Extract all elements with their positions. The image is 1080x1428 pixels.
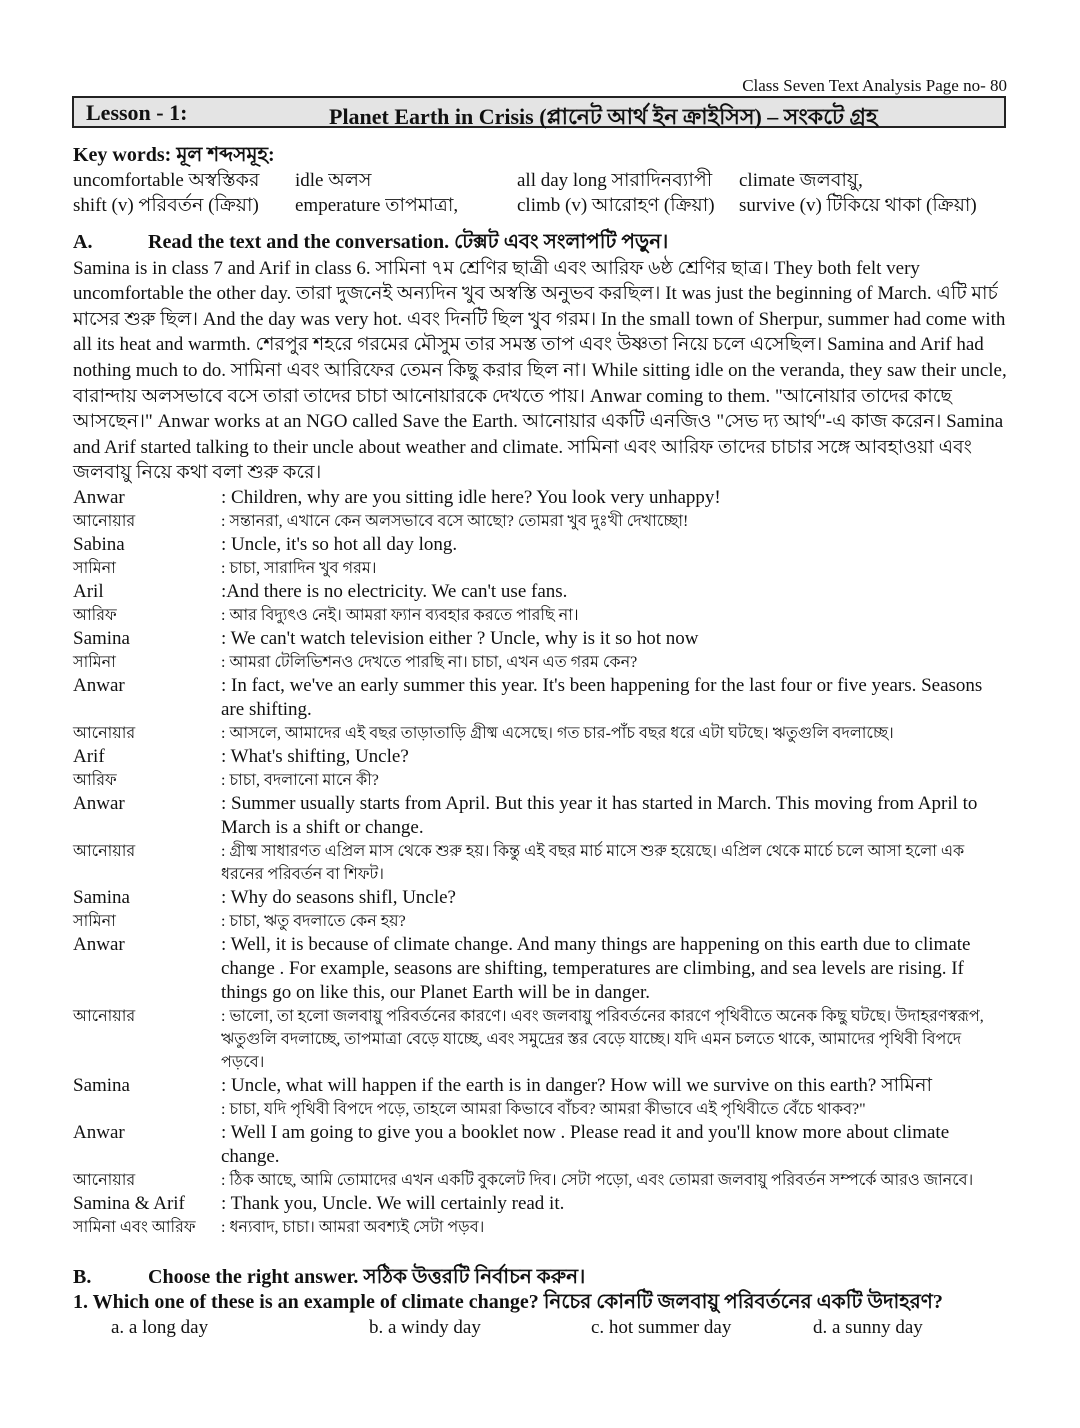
speaker: Samina <box>73 887 130 908</box>
dialogue-line <box>73 1169 1008 1192</box>
utterance: :And there is no electricity. We can't use fans. <box>221 581 568 602</box>
key-words <box>73 143 1013 218</box>
key-word: shift (v) পরিবর্তন (ক্রিয়া) <box>73 195 259 216</box>
dialogue-line <box>73 510 1008 533</box>
key-word: all day long সারাদিনব্যাপী <box>517 170 713 191</box>
key-words-grid <box>73 168 1013 218</box>
utterance: : সন্তানরা, এখানে কেন অলসভাবে বসে আছো? তোমরা খুব দুঃখী দেখাচ্ছো! <box>221 513 689 530</box>
key-word: idle অলস <box>295 170 372 191</box>
key-word: climate জলবায়ু, <box>739 170 863 191</box>
dialogue-line <box>73 1216 1008 1239</box>
dialogue-line <box>73 1005 1008 1074</box>
dialogue-line <box>73 769 1008 792</box>
speaker: Anwar <box>73 1122 125 1143</box>
lesson-title-bar <box>72 96 1006 128</box>
section-label: A. <box>73 231 93 253</box>
key-word: survive (v) টিকিয়ে থাকা (ক্রিয়া) <box>739 195 977 216</box>
conversation <box>73 486 1008 1239</box>
speaker: আরিফ <box>73 607 117 624</box>
speaker: Aril <box>73 581 104 602</box>
key-word: emperature তাপমাত্রা, <box>295 195 459 216</box>
utterance: : আর বিদ্যুৎও নেই। আমরা ফ্যান ব্যবহার করতে পারছি না। <box>221 607 579 624</box>
section-b-heading <box>73 1265 1008 1290</box>
speaker: সামিনা <box>73 654 116 671</box>
speaker: Anwar <box>73 487 125 508</box>
answer-options <box>73 1315 1008 1340</box>
dialogue-line <box>73 722 1008 745</box>
speaker: Samina & Arif <box>73 1193 185 1214</box>
dialogue-line <box>73 792 1008 840</box>
section-a <box>73 230 1008 486</box>
utterance: : Children, why are you sitting idle here? You look very unhappy! <box>221 487 721 508</box>
dialogue-line <box>73 933 1008 1005</box>
section-label: B. <box>73 1266 92 1288</box>
utterance: : Summer usually starts from April. But this year it has started in March. This moving from April to March is a shift or change. <box>221 793 978 838</box>
key-word: climb (v) আরোহণ (ক্রিয়া) <box>517 195 715 216</box>
answer-option[interactable]: b. a windy day <box>369 1317 481 1338</box>
dialogue-line <box>73 840 1008 886</box>
utterance: : Well I am going to give you a booklet now . Please read it and you'll know more about climate change. <box>221 1122 950 1167</box>
dialogue-line <box>73 674 1008 722</box>
utterance: : We can't watch television either ? Uncle, why is it so hot now <box>221 628 699 649</box>
story-paragraph: Samina is in class 7 and Arif in class 6. সামিনা ৭ম শ্রেণির ছাত্রী এবং আরিফ ৬ষ্ঠ শ্রেণির ছাত্র। They both felt very uncomfortable the other day. তারা দুজনেই অন্যদিন খুব অস্বস্তি অনুভব করছিল। It was just the beginning of March. এটি মার্চ মাসের শুরু ছিল। And the day was very hot. এবং দিনটি ছিল খুব গরম। In the small town of Sherpur, summer had come with all its heat and warmth. শেরপুর শহরে গরমের মৌসুম তার সমস্ত তাপ এবং উষ্ণতা নিয়ে চলে এসেছিল। Samina and Arif had nothing much to do. সামিনা এবং আরিফের তেমন কিছু করার ছিল না। While sitting idle on the veranda, they saw their uncle, বারান্দায় অলসভাবে বসে তারা তাদের চাচা আনোয়ারকে দেখতে পায়। Anwar coming to them. "আনোয়ার তাদের কাছে আসছেন।" Anwar works at an NGO called Save the Earth. আনোয়ার একটি এনজিও "সেভ দ্য আর্থ"-এ কাজ করেন। Samina and Arif started talking to their uncle about weather and climate. সামিনা এবং আরিফ তাদের চাচার সঙ্গে আবহাওয়া এবং জলবায়ু নিয়ে কথা বলা শুরু করে। <box>73 257 1007 484</box>
utterance: : ঠিক আছে, আমি তোমাদের এখন একটি বুকলেট দিব। সেটা পড়ো, এবং তোমরা জলবায়ু পরিবর্তন সম্পর্কে আরও জানবে। <box>221 1172 974 1189</box>
speaker: Samina <box>73 628 130 649</box>
utterance: : আমরা টেলিভিশনও দেখতে পারছি না। চাচা, এখন এত গরম কেন? <box>221 654 638 671</box>
question: 1. Which one of these is an example of climate change? নিচের কোনটি জলবায়ু পরিবর্তনের একটি উদাহরণ? <box>73 1291 943 1313</box>
speaker: আনোয়ার <box>73 725 136 742</box>
answer-option[interactable]: d. a sunny day <box>813 1317 923 1338</box>
utterance: : আসলে, আমাদের এই বছর তাড়াতাড়ি গ্রীষ্ম এসেছে। গত চার-পাঁচ বছর ধরে এটা ঘটছে। ঋতুগুলি বদলাচ্ছে। <box>221 725 894 742</box>
utterance: : ভালো, তা হলো জলবায়ু পরিবর্তনের কারণে। এবং জলবায়ু পরিবর্তনের কারণে পৃথিবীতে অনেক কিছু ঘটছে। উদাহরণস্বরূপ, ঋতুগুলি বদলাচ্ছে, তাপমাত্রা বেড়ে যাচ্ছে, এবং সমুদ্রের স্তর বেড়ে যাচ্ছে। যদি এমন চলতে থাকে, আমাদের পৃথিবী বিপদে পড়বে। <box>221 1008 984 1071</box>
utterance: : চাচা, যদি পৃথিবী বিপদে পড়ে, তাহলে আমরা কিভাবে বাঁচব? আমরা কীভাবে এই পৃথিবীতে বেঁচে থাকব?" <box>221 1101 866 1118</box>
speaker: আনোয়ার <box>73 513 136 530</box>
speaker: Samina <box>73 1075 130 1096</box>
speaker: সামিনা <box>73 560 116 577</box>
section-instruction: Choose the right answer. সঠিক উত্তরটি নির্বাচন করুন। <box>148 1266 586 1288</box>
answer-option[interactable]: c. hot summer day <box>591 1317 732 1338</box>
speaker: Anwar <box>73 934 125 955</box>
utterance: : গ্রীষ্ম সাধারণত এপ্রিল মাস থেকে শুরু হয়। কিন্তু এই বছর মার্চ মাসে শুরু হয়েছে। এপ্রিল থেকে মার্চে চলে আসা হলো এক ধরনের পরিবর্তন বা শিফট। <box>221 843 965 883</box>
utterance: : চাচা, ঋতু বদলাতে কেন হয়? <box>221 913 406 930</box>
dialogue-line <box>73 1192 1008 1216</box>
dialogue-line <box>73 910 1008 933</box>
utterance: : Why do seasons shifl, Uncle? <box>221 887 456 908</box>
speaker: আনোয়ার <box>73 1008 136 1025</box>
utterance: : ধন্যবাদ, চাচা। আমরা অবশ্যই সেটা পড়ব। <box>221 1219 485 1236</box>
utterance: : In fact, we've an early summer this year. It's been happening for the last four or five years. Seasons are shifting. <box>221 675 983 720</box>
dialogue-line <box>73 745 1008 769</box>
key-word: uncomfortable অস্বস্তিকর <box>73 170 260 191</box>
dialogue-line <box>73 580 1008 604</box>
dialogue-line <box>73 604 1008 627</box>
utterance: : চাচা, বদলানো মানে কী? <box>221 772 379 789</box>
lesson-number: Lesson - 1: <box>86 100 188 125</box>
dialogue-line <box>73 1074 1008 1098</box>
dialogue-line <box>73 1121 1008 1169</box>
lesson-title: Planet Earth in Crisis (প্লানেট আর্থ ইন ক্রাইসিস) – সংকটে গ্রহ <box>329 104 878 129</box>
speaker: Anwar <box>73 675 125 696</box>
speaker: আনোয়ার <box>73 1172 136 1189</box>
section-a-heading <box>73 230 1008 256</box>
speaker: সামিনা এবং আরিফ <box>73 1219 196 1236</box>
speaker: সামিনা <box>73 913 116 930</box>
section-instruction: Read the text and the conversation. টেক্সট এবং সংলাপটি পড়ুন। <box>148 231 669 253</box>
dialogue-line <box>73 533 1008 557</box>
utterance: : Thank you, Uncle. We will certainly read it. <box>221 1193 565 1214</box>
utterance: : Uncle, it's so hot all day long. <box>221 534 458 555</box>
dialogue-line <box>73 627 1008 651</box>
section-b <box>73 1265 1008 1340</box>
speaker: Sabina <box>73 534 125 555</box>
page-header: Class Seven Text Analysis Page no- 80 <box>742 76 1007 95</box>
dialogue-line <box>73 1098 1008 1121</box>
utterance: : What's shifting, Uncle? <box>221 746 409 767</box>
speaker: আরিফ <box>73 772 117 789</box>
dialogue-line <box>73 486 1008 510</box>
speaker: আনোয়ার <box>73 843 136 860</box>
speaker: Anwar <box>73 793 125 814</box>
key-words-heading: Key words: মূল শব্দসমূহ: <box>73 144 275 166</box>
utterance: : Well, it is because of climate change. And many things are happening on this earth due to climate change . For example, seasons are shifting, temperatures are climbing, and sea levels are rising. If things go on like this, our Planet Earth will be in danger. <box>221 934 971 1003</box>
speaker <box>73 1098 221 1121</box>
dialogue-line <box>73 651 1008 674</box>
dialogue-line <box>73 557 1008 580</box>
speaker: Arif <box>73 746 105 767</box>
answer-option[interactable]: a. a long day <box>111 1317 209 1338</box>
utterance: : Uncle, what will happen if the earth is in danger? How will we survive on this earth? সামিনা <box>221 1075 932 1096</box>
utterance: : চাচা, সারাদিন খুব গরম। <box>221 560 377 577</box>
dialogue-line <box>73 886 1008 910</box>
